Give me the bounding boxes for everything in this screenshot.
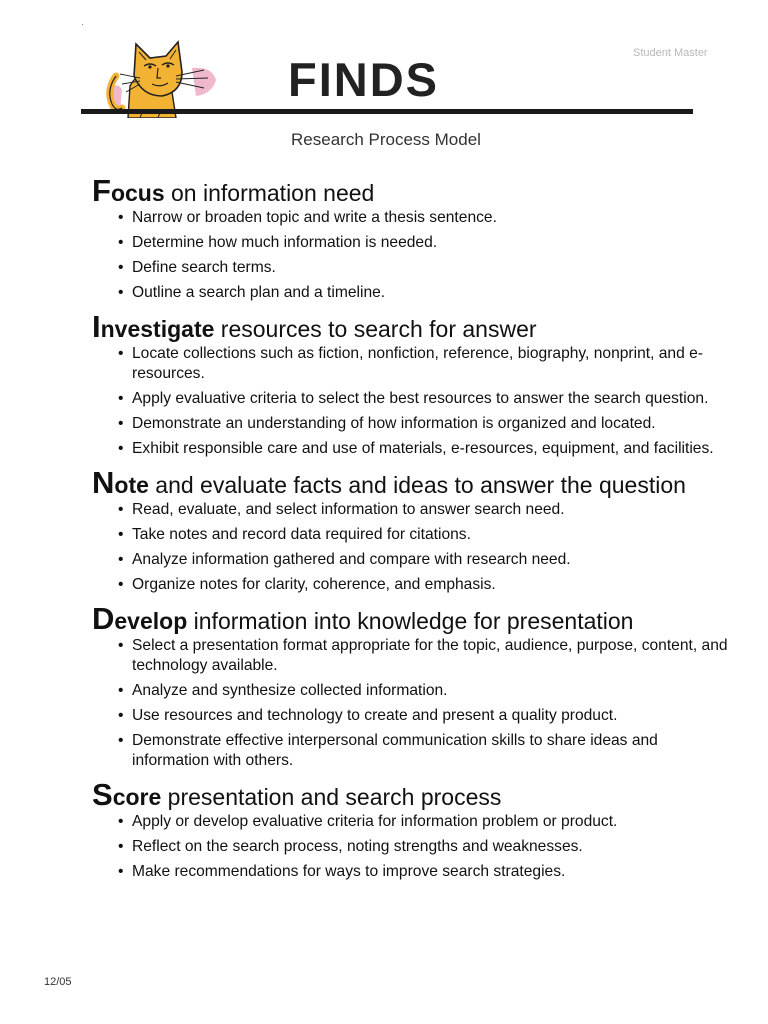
section-keyword <box>92 465 149 500</box>
cat-mascot-icon <box>100 38 232 118</box>
bullet-list <box>92 208 732 303</box>
list-item: • Demonstrate effective interpersonal communication skills to share ideas and information with others. <box>118 731 732 771</box>
list-item: • Analyze information gathered and compare with research need. <box>118 550 732 570</box>
stray-mark: · <box>81 20 84 29</box>
list-item: • Organize notes for clarity, coherence, and emphasis. <box>118 575 732 595</box>
list-item: • Apply or develop evaluative criteria for information problem or product. <box>118 812 732 832</box>
section-keyword-rest: core <box>112 784 162 810</box>
section-heading <box>92 465 732 500</box>
list-item: • Locate collections such as fiction, nonfiction, reference, biography, nonprint, and e-resources. <box>118 344 732 384</box>
section-heading-rest: resources to search for answer <box>214 316 537 342</box>
section-initial: F <box>92 173 111 208</box>
list-item: • Use resources and technology to create and present a quality product. <box>118 706 732 726</box>
list-item: • Narrow or broaden topic and write a thesis sentence. <box>118 208 732 228</box>
bullet-list <box>92 812 732 882</box>
section-keyword-rest: evelop <box>114 608 188 634</box>
section-initial: I <box>92 309 101 344</box>
section-heading-rest: presentation and search process <box>161 784 502 810</box>
section-heading <box>92 173 732 208</box>
sections-container <box>92 173 732 892</box>
header-rule <box>81 109 693 114</box>
page-title: FINDS <box>288 53 439 106</box>
list-item: • Outline a search plan and a timeline. <box>118 283 732 303</box>
section-initial: S <box>92 777 113 812</box>
list-item: • Apply evaluative criteria to select the best resources to answer the search question. <box>118 389 732 409</box>
section-keyword-rest: ocus <box>110 180 165 206</box>
section-keyword-rest: ote <box>114 472 149 498</box>
list-item: • Determine how much information is needed. <box>118 233 732 253</box>
footer-date: 12/05 <box>44 976 72 988</box>
list-item: • Read, evaluate, and select information to answer search need. <box>118 500 732 520</box>
section-keyword <box>92 601 188 636</box>
section-keyword <box>92 777 162 812</box>
section-investigate <box>92 309 732 459</box>
section-heading <box>92 777 732 812</box>
page-subtitle: Research Process Model <box>291 130 481 149</box>
student-master-label: Student Master <box>633 47 708 59</box>
section-note <box>92 465 732 595</box>
section-focus <box>92 173 732 303</box>
section-keyword <box>92 173 165 208</box>
section-heading-rest: and evaluate facts and ideas to answer the question <box>148 472 686 498</box>
list-item: • Demonstrate an understanding of how information is organized and located. <box>118 414 732 434</box>
section-keyword-rest: nvestigate <box>100 316 215 342</box>
list-item: • Define search terms. <box>118 258 732 278</box>
list-item: • Reflect on the search process, noting strengths and weaknesses. <box>118 837 732 857</box>
bullet-list <box>92 344 732 459</box>
section-initial: D <box>92 601 115 636</box>
list-item: • Select a presentation format appropriate for the topic, audience, purpose, content, and technology available. <box>118 636 732 676</box>
list-item: • Analyze and synthesize collected information. <box>118 681 732 701</box>
list-item: • Take notes and record data required for citations. <box>118 525 732 545</box>
section-heading-rest: on information need <box>164 180 375 206</box>
section-heading-rest: information into knowledge for presentation <box>187 608 634 634</box>
bullet-list <box>92 636 732 771</box>
section-heading <box>92 309 732 344</box>
section-develop <box>92 601 732 771</box>
section-initial: N <box>92 465 115 500</box>
section-keyword <box>92 309 215 344</box>
section-score <box>92 777 732 882</box>
bullet-list <box>92 500 732 595</box>
list-item: • Exhibit responsible care and use of materials, e-resources, equipment, and facilities. <box>118 439 732 459</box>
section-heading <box>92 601 732 636</box>
list-item: • Make recommendations for ways to improve search strategies. <box>118 862 732 882</box>
